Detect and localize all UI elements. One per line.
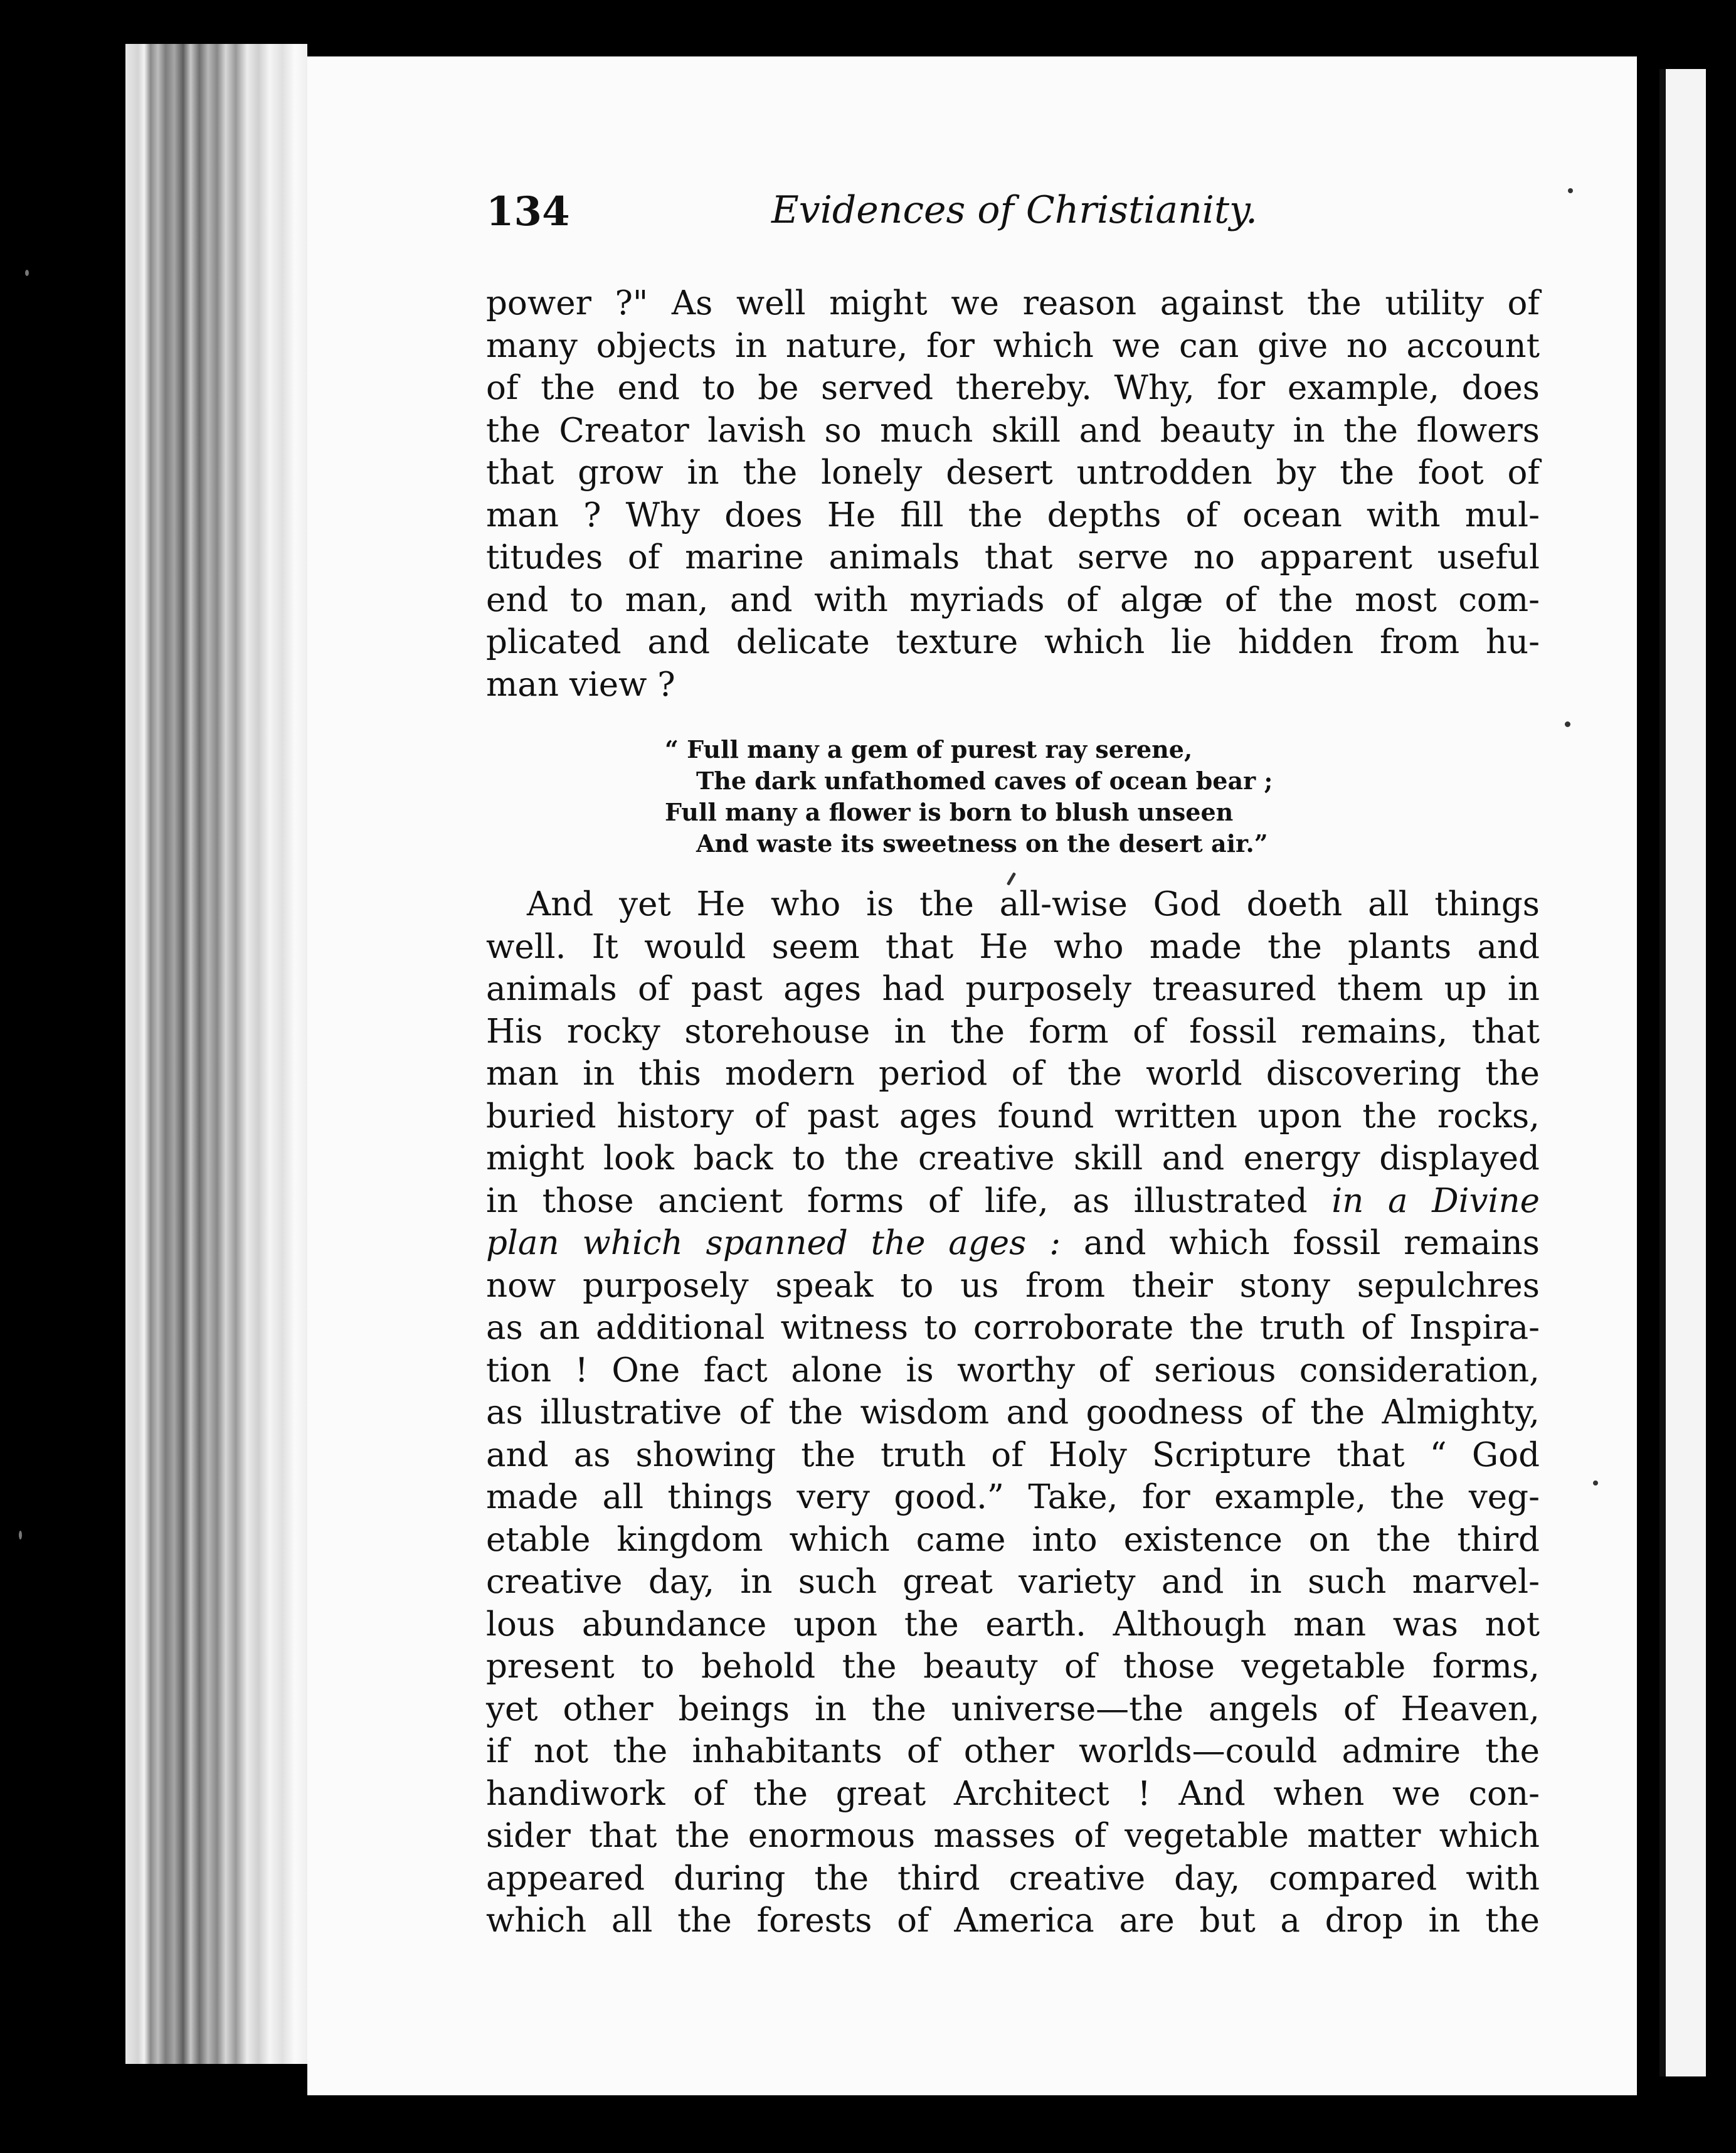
paragraph-1 [486, 282, 1540, 706]
scan-speck [25, 270, 29, 276]
text-line: made all things very good.” Take, for example, the veg- [486, 1478, 1540, 1516]
text-line: if not the inhabitants of other worlds—could admire the [486, 1732, 1540, 1770]
text-line: and as showing the truth of Holy Scripture that “ God [486, 1435, 1540, 1474]
text-line: end to man, and with myriads of algæ of the most com- [486, 580, 1540, 619]
page-number: 134 [486, 188, 570, 235]
text-line: as illustrative of the wisdom and goodness of the Almighty, [486, 1393, 1540, 1432]
text-line: handiwork of the great Architect ! And when we con- [486, 1774, 1540, 1813]
text-line: His rocky storehouse in the form of fossil remains, that [486, 1012, 1540, 1051]
text-line: as an additional witness to corroborate the truth of Inspira- [486, 1309, 1540, 1347]
text-line: many objects in nature, for which we can give no account [486, 326, 1540, 365]
scan-speck [1593, 1481, 1598, 1486]
scan-speck [19, 1531, 22, 1539]
text-segment: in those ancient forms of life, as illustrated [486, 1181, 1308, 1220]
text-line: tion ! One fact alone is worthy of serious consideration, [486, 1351, 1540, 1390]
scan-speck [1565, 721, 1570, 727]
text-line: might look back to the creative skill and energy displayed [486, 1139, 1540, 1178]
running-title: Evidences of Christianity. [771, 188, 1258, 232]
italic-segment: plan which spanned the ages : [486, 1224, 1061, 1262]
text-line: buried history of past ages found written upon the rocks, [486, 1097, 1540, 1135]
text-line: creative day, in such great variety and in such marvel- [486, 1563, 1540, 1601]
text-line: yet other beings in the universe—the angels of Heaven, [486, 1689, 1540, 1728]
facing-page-edge [1637, 69, 1736, 2076]
text-line: sider that the enormous masses of vegetable matter which [486, 1817, 1540, 1855]
text-line: man in this modern period of the world discovering the [486, 1055, 1540, 1093]
text-line: well. It would seem that He who made the plants and [486, 927, 1540, 966]
text-line: etable kingdom which came into existence on the third [486, 1520, 1540, 1559]
text-line: present to behold the beauty of those vegetable forms, [486, 1647, 1540, 1686]
poem-line: Full many a flower is born to blush unseen [665, 798, 1234, 826]
text-line: that grow in the lonely desert untrodden by the foot of [486, 454, 1540, 492]
poem-line: “ Full many a gem of purest ray serene, [665, 735, 1193, 763]
text-segment: and which fossil remains [1083, 1224, 1540, 1262]
text-line-with-italic [486, 1222, 1540, 1265]
paragraph-2 [486, 883, 1540, 1942]
text-line: And yet He who is the all-wise God doeth all things [527, 885, 1540, 923]
text-line: the Creator lavish so much skill and beauty in the flowers [486, 411, 1540, 450]
italic-segment: in a Divine [1331, 1181, 1540, 1220]
text-line: lous abundance upon the earth. Although man was not [486, 1605, 1540, 1644]
text-line: which all the forests of America are but a drop in the [486, 1901, 1540, 1940]
text-line: appeared during the third creative day, compared with [486, 1859, 1540, 1898]
poem-line: And waste its sweetness on the desert air.” [696, 829, 1268, 858]
poem-line: The dark unfathomed caves of ocean bear ; [696, 767, 1273, 795]
poem-quotation [665, 734, 1355, 859]
book-page-edges [125, 44, 307, 2064]
text-line: power ?" As well might we reason against the utility of [486, 284, 1540, 322]
text-line: plicated and delicate texture which lie hidden from hu- [486, 623, 1540, 661]
text-line: animals of past ages had purposely treasured them up in [486, 970, 1540, 1008]
text-line: man view ? [486, 665, 675, 704]
text-line: titudes of marine animals that serve no apparent useful [486, 538, 1540, 577]
text-line: of the end to be served thereby. Why, for example, does [486, 369, 1540, 407]
text-line-with-italic [486, 1180, 1540, 1223]
running-head [486, 188, 1261, 245]
text-line: man ? Why does He fill the depths of ocean with mul- [486, 496, 1540, 534]
scan-speck [1568, 188, 1573, 193]
text-line: now purposely speak to us from their stony sepulchres [486, 1266, 1540, 1305]
